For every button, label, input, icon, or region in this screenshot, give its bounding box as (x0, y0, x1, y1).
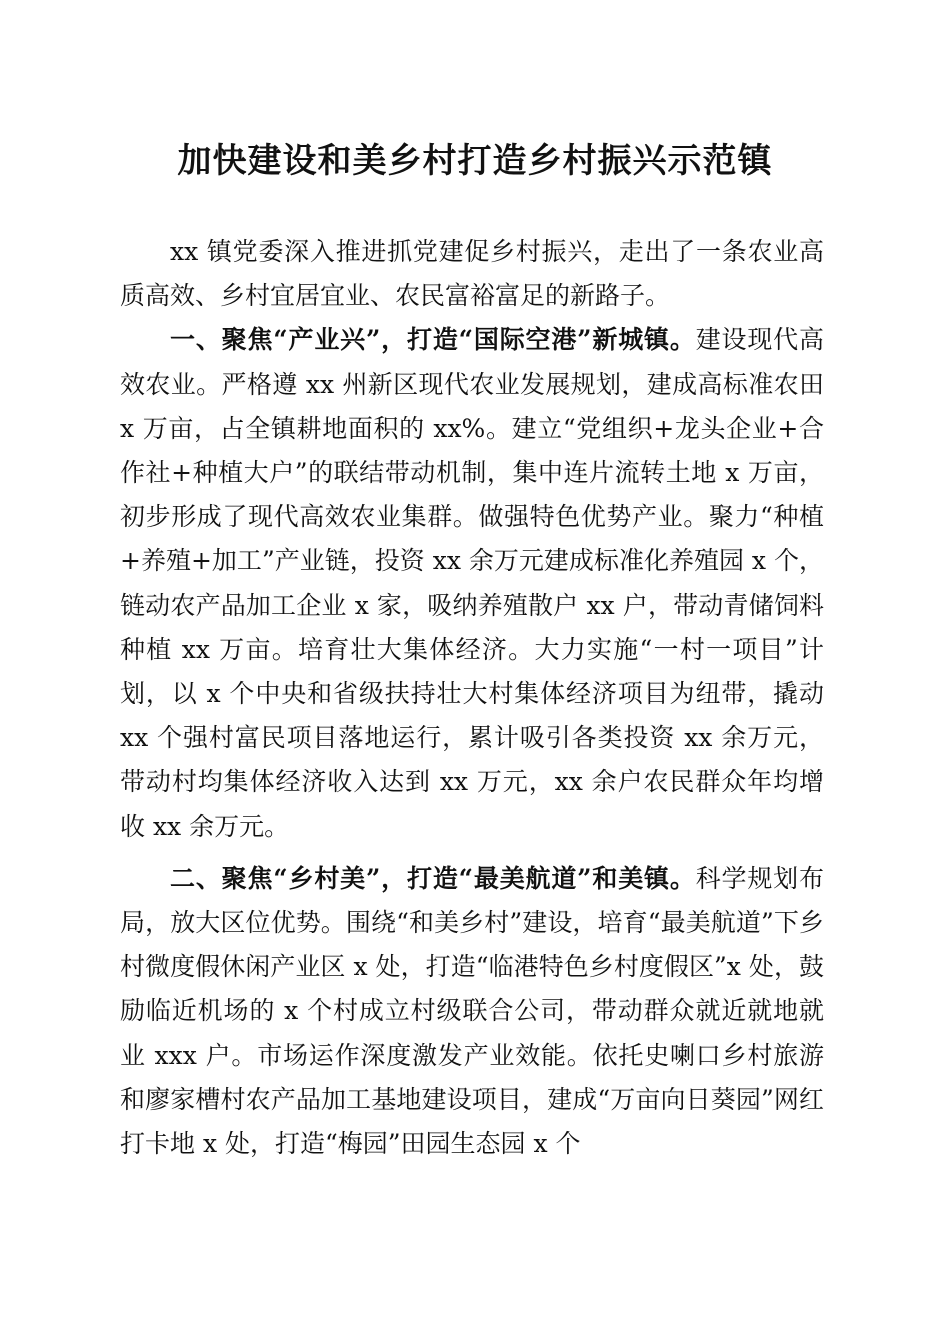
section-heading-2: 二、聚焦“乡村美”，打造“最美航道”和美镇。 (170, 863, 696, 893)
section-text-1: 建设现代高效农业。严格遵 xx 州新区现代农业发展规划，建成高标准农田 x 万亩，占全镇耕地面积的 xx%。建立“党组织+龙头企业+合作社+种植大户”的联结带动机制，集中连片流转土地 x 万亩，初步形成了现代高效农业集群。做强特色优势产业。聚力“种植+养殖+加工”产业链，投资 xx 余万元建成标准化养殖园 x 个，链动农产品加工企业 x 家，吸纳养殖散户 xx 户，带动青储饲料种植 xx 万亩。培育壮大集体经济。大力实施“一村一项目”计划，以 x 个中央和省级扶持壮大村集体经济项目为纽带，撬动 xx 个强村富民项目落地运行，累计吸引各类投资 xx 余万元，带动村均集体经济收入达到 xx 万元，xx 余户农民群众年均增收 xx 余万元。 (120, 325, 824, 841)
document-title: 加快建设和美乡村打造乡村振兴示范镇 (177, 141, 773, 181)
section-paragraph-1 (120, 318, 824, 848)
document-body (120, 230, 824, 1166)
section-text-2: 科学规划布局，放大区位优势。围绕“和美乡村”建设，培育“最美航道”下乡村微度假休闲产业区 x 处，打造“临港特色乡村度假区”x 处，鼓励临近机场的 x 个村成立村级联合公司，带动群众就近就地就业 xxx 户。市场运作深度激发产业效能。依托史喇口乡村旅游和廖家槽村农产品加工基地建设项目，建成“万亩向日葵园”网红打卡地 x 处，打造“梅园”田园生态园 x 个 (120, 863, 824, 1159)
section-paragraph-2 (120, 857, 824, 1166)
intro-paragraph: xx 镇党委深入推进抓党建促乡村振兴，走出了一条农业高质高效、乡村宜居宜业、农民富裕富足的新路子。 (120, 237, 824, 311)
section-heading-1: 一、聚焦“产业兴”，打造“国际空港”新城镇。 (170, 325, 696, 355)
